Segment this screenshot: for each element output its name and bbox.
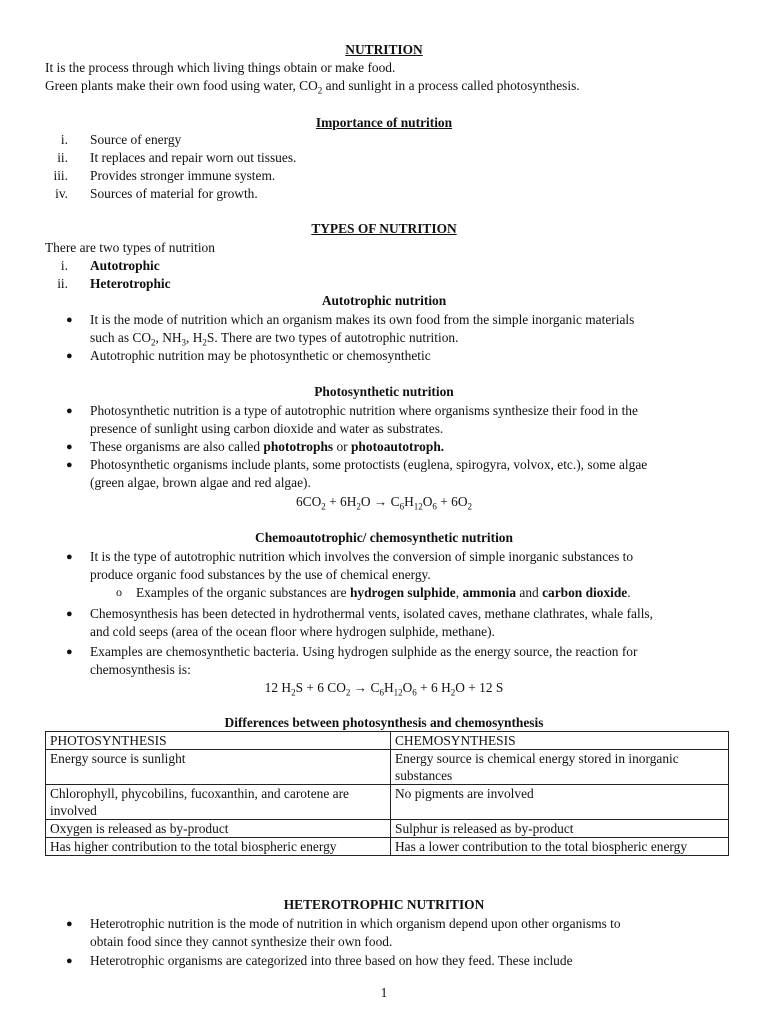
table-row [46, 750, 729, 785]
photosynthesis-equation: $6CO_2 + 6H_2O \to C_6H_{12}O_6 + 6O_2$ [295, 494, 473, 512]
bullet-icon: ● [66, 918, 73, 930]
chemo-bullet-2-line-1: Chemosynthesis has been detected in hydrothermal vents, isolated caves, methane clathrates, whale falls, [90, 606, 653, 621]
chemo-bullet-1-line-2: produce organic food substances by the use of chemical energy. [90, 567, 431, 582]
autotrophic-bullet-2: Autotrophic nutrition may be photosynthetic or chemosynthetic [90, 348, 431, 363]
table-cell: Oxygen is released as by-product [46, 820, 391, 838]
photosynthetic-bullet-2: These organisms are also called phototrophs or photoautotroph. [90, 439, 445, 454]
chemo-bullet-1-line-1: It is the type of autotrophic nutrition which involves the conversion of simple inorganic substances to [90, 549, 634, 564]
bullet-icon: ● [66, 405, 73, 417]
table-cell: Has higher contribution to the total biospheric energy [46, 838, 391, 856]
chemosynthesis-equation: 12 $H_2S + 6$ $CO_2 \to C_6H_{12}O_6 + 6$ $H_2O + 12$ S [264, 680, 504, 698]
importance-heading: Importance of nutrition [315, 115, 453, 130]
heterotrophic-bullet-1-line-2: obtain food since they cannot synthesize their own food. [90, 934, 393, 949]
photosynthetic-bullet-1-line-2: presence of sunlight using carbon dioxide and water as substrates. [90, 421, 444, 436]
heterotrophic-bullet-2: Heterotrophic organisms are categorized into three based on how they feed. These include [90, 953, 573, 968]
heterotrophic-heading: HETEROTROPHIC NUTRITION [283, 897, 485, 912]
table-cell: Sulphur is released as by-product [391, 820, 729, 838]
differences-heading: Differences between photosynthesis and chemosynthesis [224, 715, 544, 730]
table-cell: Energy source is chemical energy stored in inorganic substances [391, 750, 729, 785]
page-number: 1 [380, 985, 388, 1000]
table-row [46, 785, 729, 820]
table-row [46, 820, 729, 838]
autotrophic-bullet-1-line-1: It is the mode of nutrition which an organism makes its own food from the simple inorganic materials [90, 312, 635, 327]
bullet-icon: ● [66, 350, 73, 362]
chemosynthetic-heading: Chemoautotrophic/ chemosynthetic nutrition [255, 530, 513, 545]
circle-bullet-icon: o [116, 585, 122, 599]
photosynthetic-bullet-3-line-1: Photosynthetic organisms include plants, some protoctists (euglena, spirogyra, volvox, etc.), some algae [90, 457, 648, 472]
chemo-bullet-2-line-2: and cold seeps (area of the ocean floor where hydrogen sulphide, methane). [90, 624, 495, 639]
table-header-row [46, 732, 729, 750]
page-title: NUTRITION [345, 42, 423, 57]
bullet-icon: ● [66, 314, 73, 326]
types-heading: TYPES OF NUTRITION [311, 221, 457, 236]
table-cell: Chlorophyll, phycobilins, fucoxanthin, and carotene are involved [46, 785, 391, 820]
table-row [46, 838, 729, 856]
intro-line-2: Green plants make their own food using water, $CO_2$ and sunlight in a process called photosynthesis. [45, 78, 580, 96]
bullet-icon: ● [66, 441, 73, 453]
document-page: NUTRITION It is the process through which living things obtain or make food. Green plants make their own food using water, $CO_2$ and sunlight in a process called photosynthesis. Importance of nutrition i. Source of energy ii. It replaces and repair worn out tissues. iii. Provides stronger immune system. iv. Sources of material for growth. TYPES OF NUTRITION There are two types of nutrition i. Autotrophic ii. Heterotrophic Autotrophic nutrition ● It is the mode of nutrition which an organism makes its own food from the simple inorganic materials such as $CO_2$, $NH_3$, $H_2S$. There are two types of autotrophic nutrition. ● Autotrophic nutrition may be photosynthetic or chemosynthetic Photosynthetic nutrition ● Photosynthetic nutrition is a type of autotrophic nutrition where organisms synthesize their food in the presence of sunlight using carbon dioxide and water as substrates. ● These organisms are also called phototrophs or photoautotroph. ● Photosynthetic organisms include plants, some protoctists (euglena, spirogyra, volvox, etc.), some algae (green algae, brown algae and red algae). $6CO_2 + 6H_2O \to C_6H_{12}O_6 + 6O_2$ Chemoautotrophic/ chemosynthetic nutrition ● It is the type of autotrophic nutrition which involves the conversion of simple inorganic substances to produce organic food substances by the use of chemical energy. o Examples of the organic substances are hydrogen sulphide, ammonia and carbon dioxide. ● Chemosynthesis has been detected in hydrothermal vents, isolated caves, methane clathrates, whale falls, and cold seeps (area of the ocean floor where hydrogen sulphide, methane). ● Examples are chemosynthetic bacteria. Using hydrogen sulphide as the energy source, the reaction for chemosynthesis is: 12 $H_2S + 6$ $CO_2 \to C_6H_{12}O_6 + 6$ $H_2O + 12$ S Differences between photosynthesis and chemosynthesis PHOTOSYNTHESIS CHEMOSYNTHESIS Energy source is sunlight Energy source is chemical energy stored in inorganic substances Chlorophyll, phycobilins, fucoxanthin, and carotene are involved No pigments are involved Oxygen is released as by-product Sulphur is released as by-product Has higher contribution to the total biospheric energy Has a lower contribution to the total biospheric energy HETEROTROPHIC NUTRITION ● Heterotrophic nutrition is the mode of nutrition in which organism depend upon other organisms to obtain food since they cannot synthesize their own food. ● Heterotrophic organisms are categorized into three based on how they feed. These include 1 [0, 0, 768, 1024]
bullet-icon: ● [66, 459, 73, 471]
autotrophic-bullet-1-line-2: such as $CO_2$, $NH_3$, $H_2S$. There are two types of autotrophic nutrition. [90, 330, 459, 348]
autotrophic-heading: Autotrophic nutrition [321, 293, 447, 308]
table-cell: No pigments are involved [391, 785, 729, 820]
heterotrophic-bullet-1-line-1: Heterotrophic nutrition is the mode of nutrition in which organism depend upon other organisms to [90, 916, 621, 931]
photosynthetic-bullet-3-line-2: (green algae, brown algae and red algae). [90, 475, 311, 490]
photosynthetic-bullet-1-line-1: Photosynthetic nutrition is a type of autotrophic nutrition where organisms synthesize their food in the [90, 403, 638, 418]
chemo-bullet-3-line-2: chemosynthesis is: [90, 662, 191, 677]
chemo-bullet-3-line-1: Examples are chemosynthetic bacteria. Using hydrogen sulphide as the energy source, the reaction for [90, 644, 638, 659]
photosynthetic-heading: Photosynthetic nutrition [314, 384, 454, 399]
table-cell: Energy source is sunlight [46, 750, 391, 785]
bullet-icon: ● [66, 955, 73, 967]
table-header-cell: PHOTOSYNTHESIS [46, 732, 391, 750]
bullet-icon: ● [66, 551, 73, 563]
table-cell: Has a lower contribution to the total biospheric energy [391, 838, 729, 856]
bullet-icon: ● [66, 608, 73, 620]
intro-line-1: It is the process through which living things obtain or make food. [45, 60, 396, 75]
chemo-sub-bullet: Examples of the organic substances are hydrogen sulphide, ammonia and carbon dioxide. [136, 585, 631, 600]
types-intro: There are two types of nutrition [45, 240, 215, 255]
differences-table [45, 731, 729, 856]
bullet-icon: ● [66, 646, 73, 658]
table-header-cell: CHEMOSYNTHESIS [391, 732, 729, 750]
